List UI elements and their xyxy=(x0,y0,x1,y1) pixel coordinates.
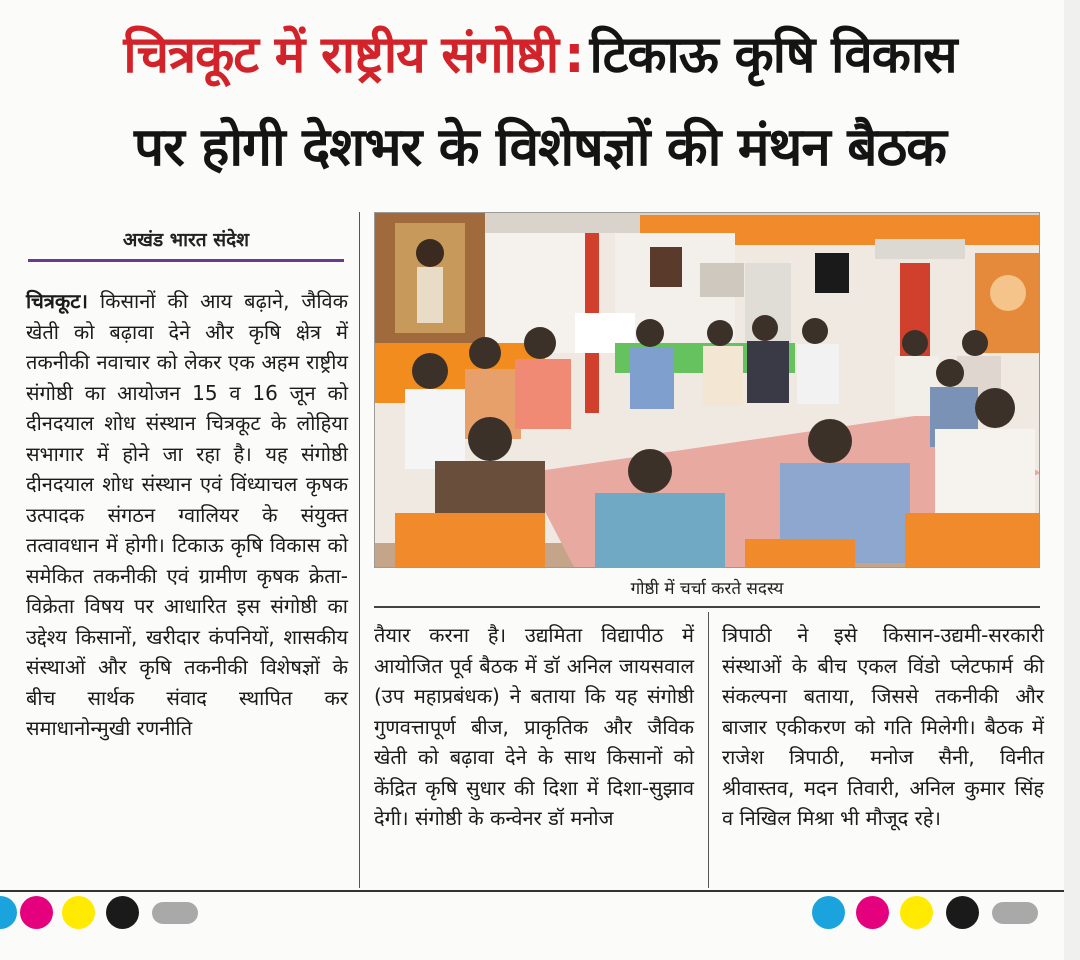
headline-separator: : xyxy=(564,26,584,85)
headline-red-part: चित्रकूट में राष्ट्रीय संगोष्ठी xyxy=(123,26,559,85)
meeting-photo xyxy=(374,212,1040,568)
registration-mark-gray-right xyxy=(992,902,1038,924)
article-column-1-text: किसानों की आय बढ़ाने, जैविक खेती को बढ़ावा देने और कृषि क्षेत्र में तकनीकी नवाचार को लेकर एक अहम राष्ट्रीय संगोष्ठी का आयोजन 15 व 16 जून को दीनदयाल शोध संस्थान चित्रकूट के लोहिया सभागार में होने जा रहा है। यह संगोष्ठी दीनदयाल शोध संस्थान एवं विंध्याचल कृषक उत्पादक संगठन ग्वालियर के संयुक्त तत्वावधान में होगी। टिकाऊ कृषि विकास को समेकित तकनीकी एवं ग्रामीण कृषक क्रेता-विक्रेता विषय पर आधारित इस संगोष्ठी का उद्देश्य किसानों, खरीदार कंपनियों, शासकीय संस्थाओं और कृषि तकनीकी विशेषज्ञों के बीच सार्थक संवाद स्थापित कर समाधानोन्मुखी रणनीति xyxy=(26,289,348,740)
caption-rule xyxy=(374,606,1040,608)
registration-mark-cyan-left xyxy=(0,896,17,929)
registration-mark-black-left xyxy=(106,896,139,929)
headline-dark-part: टिकाऊ कृषि विकास xyxy=(589,26,957,85)
photo-caption: गोष्ठी में चर्चा करते सदस्य xyxy=(630,579,784,599)
registration-mark-gray-left xyxy=(152,902,198,924)
registration-mark-cyan-right xyxy=(812,896,845,929)
column-divider-middle xyxy=(708,612,709,888)
dateline: चित्रकूट। xyxy=(26,289,88,313)
page-edge xyxy=(1064,0,1080,960)
byline: अखंड भारत संदेश xyxy=(122,229,250,251)
headline-line-2: पर होगी देशभर के विशेषज्ञों की मंथन बैठक xyxy=(134,117,946,178)
registration-mark-yellow-right xyxy=(900,896,933,929)
registration-mark-yellow-left xyxy=(62,896,95,929)
article-column-2: तैयार करना है। उद्यमिता विद्यापीठ में आयोजित पूर्व बैठक में डॉ अनिल जायसवाल (उप महाप्रबंधक) ने बताया कि यह संगोष्ठी गुणवत्तापूर्ण बीज, प्राकृतिक और जैविक खेती को बढ़ावा देने के साथ किसानों को केंद्रित कृषि सुधार की दिशा में दिशा-सुझाव देगी। संगोष्ठी के कन्वेनर डॉ मनोज xyxy=(374,623,694,830)
registration-mark-black-right xyxy=(946,896,979,929)
article-column-3: त्रिपाठी ने इसे किसान-उद्यमी-सरकारी संस्थाओं के बीच एकल विंडो प्लेटफार्म की संकल्पना बताया, जिससे तकनीकी और बाजार एकीकरण को गति मिलेगी। बैठक में राजेश त्रिपाठी, मनोज सैनी, विनीत श्रीवास्तव, मदन तिवारी, अनिल कुमार सिंह व निखिल मिश्रा भी मौजूद रहे। xyxy=(722,623,1044,830)
article-column-1 xyxy=(26,286,348,744)
meeting-photo-illustration xyxy=(375,213,1040,568)
registration-mark-magenta-right xyxy=(856,896,889,929)
headline-line-1 xyxy=(0,12,1080,100)
column-divider-left xyxy=(359,212,360,888)
byline-rule xyxy=(28,259,344,262)
registration-mark-magenta-left xyxy=(20,896,53,929)
bottom-rule xyxy=(0,890,1080,892)
